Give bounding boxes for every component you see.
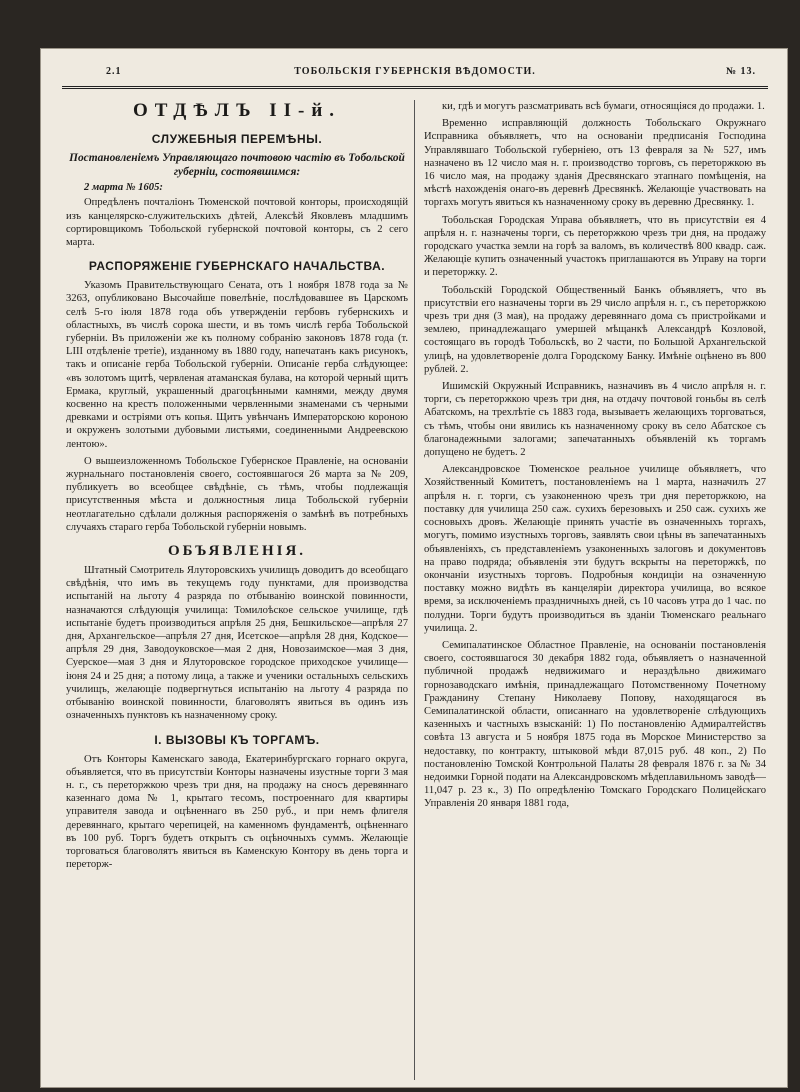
notice-index: 2. (469, 622, 478, 634)
tobolsk-council-auction: Тобольская Городская Управа объявляетъ, что въ присутствіи ея 4 апрѣля н. г. назначены торги, съ переторжкою чрезъ три дня, на продажу городскаго участка земли на горѣ за валомъ, въ количествѣ 800 квадр. саж. Желающіе купить означенный участокъ приглашаются въ Управу на торги и переторжку. 2. (424, 214, 766, 279)
notice-index: 2. (460, 363, 469, 375)
page-header (62, 64, 768, 89)
right-column (424, 100, 766, 1080)
government-orders-heading: РАСПОРЯЖЕНІЕ ГУБЕРНСКАГО НАЧАЛЬСТВА. (88, 259, 386, 274)
service-decree-date: 2 марта № 1605: (84, 182, 163, 194)
tyumen-school-firewood-auction: Александровское Тюменское реальное училище объявляетъ, что Хозяйственный Комитетъ, постановленіемъ на 1 марта, назначилъ 27 апрѣля н. г. торги, съ узаконенною чрезъ три дня переторжкою, на поставку для училища 250 саж. сухихъ березовыхъ и 250 саж. сухихъ же сосновыхъ дровъ. Желающіе принять участіе въ означенныхъ торгахъ, могутъ, помимо изустныхъ торговъ, заявлять свои цѣны въ запечатанныхъ объявленіяхъ, съ представленіемъ узаконенныхъ залоговъ и документовъ на право подряда; объявленія эти будутъ вскрыты на переторжкѣ, по окончаніи изустныхъ торговъ. Подробныя кондиціи на означенную поставку можно видѣть въ канцеляріи директора училища, во всякое время, за исключеніемъ праздничныхъ дней, съ 10 часовъ утра до 1 час. по полудни. Торги будутъ производиться въ зданіи Тюменскаго реальнаго училища. 2. (424, 464, 766, 634)
coat-of-arms-decree: Указомъ Правительствующаго Сената, отъ 1 ноября 1878 года за № 3263, опубликовано Высочайше повелѣніе, послѣдовавшее въ Царскомъ селѣ 5-го іюля 1878 года объ утвержденіи гербовъ губернскихъ и областныхъ, въ числѣ сорока шести, и въ томъ числѣ герба Тобольской губерніи. Въ приложеніи же къ полному собранію законовъ 1878 года (т. LIII отдѣленіе третіе), изданному въ 1880 году, напечатанъ какъ рисунокъ, такъ и описаніе герба Тобольской губерніи. Описаніе герба слѣдующее: «въ золотомъ щитѣ, червленая атаманская булава, на которой черный щитъ Ермака, круглый, украшенный драгоцѣнными камнями, между двумя косвенно на крестъ положенными червленными знаменами съ черными древками и остріями отъ копья. Щитъ увѣнчанъ Императорскою короною и окруженъ золотыми дубовыми листьями, соединенными Андреевскою лентою». (66, 280, 408, 450)
kamensky-plant-auction: Отъ Конторы Каменскаго завода, Екатеринбургскаго горнаго округа, объявляется, что въ присутствіи Конторы назначены изустные торги 3 мая н. г., съ переторжкою чрезъ три дня, на продажу на сносъ деревяннаго казеннаго дома № 1, крытаго тесомъ, построеннаго для квартиры управителя завода и оцѣненнаго въ 250 руб., и при немъ флигеля деревяннаго, крытаго черепицей, на каменномъ фундаментѣ, оцѣненнаго въ 100 руб. Торгъ будетъ открытъ съ оцѣночныхъ суммъ. Желающіе торговаться благоволятъ явиться въ Каменскую Контору въ день торга и переторж- (66, 753, 408, 871)
announcements-heading: ОБЪЯВЛЕНІЯ. (167, 543, 307, 560)
auction-calls-heading: I. ВЫЗОВЫ КЪ ТОРГАМЪ. (154, 732, 320, 747)
school-exams-announcement: Штатный Смотритель Ялуторовскихъ училищъ доводитъ до всеобщаго свѣдѣнія, что имъ въ текущемъ году пунктами, для производства испытаній на льготу 4 разряда по отбыванію воинской повинности, назначаются слѣдующія училища: Томилоѣское сельское училище, гдѣ испытаніе будетъ производиться апрѣля 25 дня, Бешкильское—апрѣля 27 дня, Архангельское—апрѣля 27 дня, Исетское—апрѣля 28 дня, Кодское—апрѣля 29 дня, Заводоуковское—мая 2 дня, Новозаимское—мая 3 дня, Суерское—мая 3 дня и Ялуторовское городское приходское училище—іюня 24 и 25 дня; а потому лица, а также и ученики остальныхъ сельскихъ училищъ, желающіе подвергнуться испытанію на льготу 4 разряда по отбыванію воинской повинности, благоволятъ явиться въ одинъ изъ означенныхъ пунктовъ къ назначенному сроку. (66, 565, 408, 722)
section-title: ОТДѢЛЪ II-й. (132, 100, 342, 121)
page-number: 2.1 (106, 66, 122, 77)
service-changes-heading: СЛУЖЕБНЫЯ ПЕРЕМѢНЫ. (151, 132, 323, 146)
notice-index: 1. (746, 197, 755, 209)
ishim-postal-auction: Ишимскій Окружный Исправникъ, назначивъ въ 4 число апрѣля н. г. торги, съ переторжкою чрезъ три дня, на отдачу почтовой гоньбы въ селѣ Абатскомъ, на трехлѣтіе съ 1883 года, вызываетъ желающихъ торговаться, съ тѣмъ, чтобы они явились къ назначенному сроку въ село Абатское съ благонадежными залогами; запечатанныхъ объявленій къ торгамъ допущено не будетъ. 2 (424, 381, 766, 459)
dresvyanka-auction: Временно исправляющій должность Тобольскаго Окружнаго Исправника объявляетъ, что на основаніи предписанія Господина Управлявшаго Тобольской губерніею, отъ 13 февраля за № 527, имъ назначено въ 12 число мая н. г. производство торговъ, съ переторжкою въ 16 число мая, на продажу зданія Дресвянскаго этапнаго помѣщенія, на мѣстѣ нахожденія онаго-въ деревнѣ Дресвянкѣ. Желающіе участвовать на торгахъ могутъ явиться къ назначенному сроку въ деревню Дресвянку. 1. (424, 118, 766, 209)
issue-number: № 13. (725, 66, 756, 77)
auction-continuation: ки, гдѣ и могутъ разсматривать всѣ бумаги, относящіяся до продажи. 1. (442, 101, 765, 112)
notice-index: 2 (520, 447, 526, 459)
semipalatinsk-estate-sale: Семипалатинское Областное Правленіе, на основаніи постановленія своего, состоявшагося 30 декабря 1882 года, объявляетъ о назначенной публичной продажѣ недвижимаго и нераздѣльно движимаго горнозаводскаго имѣнія, принадлежащаго Потомственному Почетному Гражданину Степану Николаеву Попову, находящагося въ Семипалатинской области, описаннаго на удовлетвореніе слѣдующихъ казенныхъ и частныхъ взысканій: 1) По постановленію Адмиралтействъ совѣта 13 августа и 5 ноября 1875 года въ Морское Министерство за недоставку, по контракту, штыковой мѣди 87,015 руб. 48 коп., 2) По постановленію Томской Контрольной Палаты 28 февраля 1876 г. за № 34 недоимки Горной подати на Александровскомъ мѣдеплавильномъ заводѣ—11,047 р. 23 к., 3) По опредѣленію Томскаго Городскаго Полицейскаго Управленія 20 января 1881 года, (424, 639, 766, 810)
service-decree-subheading: Постановленіемъ Управляющаго почтовою частію въ Тобольской губерніи, состоявшимся: (69, 152, 405, 178)
notice-index: 1. (756, 101, 765, 112)
notice-index: 2. (489, 267, 498, 279)
column-divider (414, 100, 415, 1080)
left-column (66, 100, 408, 1080)
tobolsk-bank-auction: Тобольскій Городской Общественный Банкъ объявляетъ, что въ присутствіи его назначены торги въ 29 число апрѣля н. г., съ переторжкою чрезъ три дня (3 мая), на продажу деревяннаго дома съ пристройками и землею, принадлежащаго умершей мѣщанкѣ Александрѣ Козловой, состоящаго въ городѣ Тобольскѣ, во 2 части, по Большой Архангельской улицѣ, на удовлетвореніе долга Городскому Банку. Имѣніе оцѣнено въ 800 рублей. 2. (424, 284, 766, 375)
newspaper-title: ТОБОЛЬСКІЯ ГУБЕРНСКІЯ ВѢДОМОСТИ. (294, 66, 536, 77)
coat-of-arms-publication: О вышеизложенномъ Тобольское Губернское Правленіе, на основаніи журнальнаго постановленія своего, состоявшагося 26 марта за № 209, публикуетъ во всеобщее свѣдѣніе, съ тѣмъ, чтобы подлежащія присутственныя мѣста и должностныя лица Тобольской губерніи неотлагательно сдѣлали должныя распоряженія о замѣнѣ въ потребныхъ случаяхъ стараго герба Тобольской губерніи новымъ. (66, 455, 408, 533)
newspaper-page (40, 48, 788, 1088)
service-changes-text: Опредѣленъ почталіонъ Тюменской почтовой конторы, происходящій изъ канцелярско-служительскихъ дѣтей, Алексѣй Яковлевъ младшимъ сортировщикомъ Тобольской губернской почтовой конторы, съ 2 сего марта. (66, 197, 408, 248)
